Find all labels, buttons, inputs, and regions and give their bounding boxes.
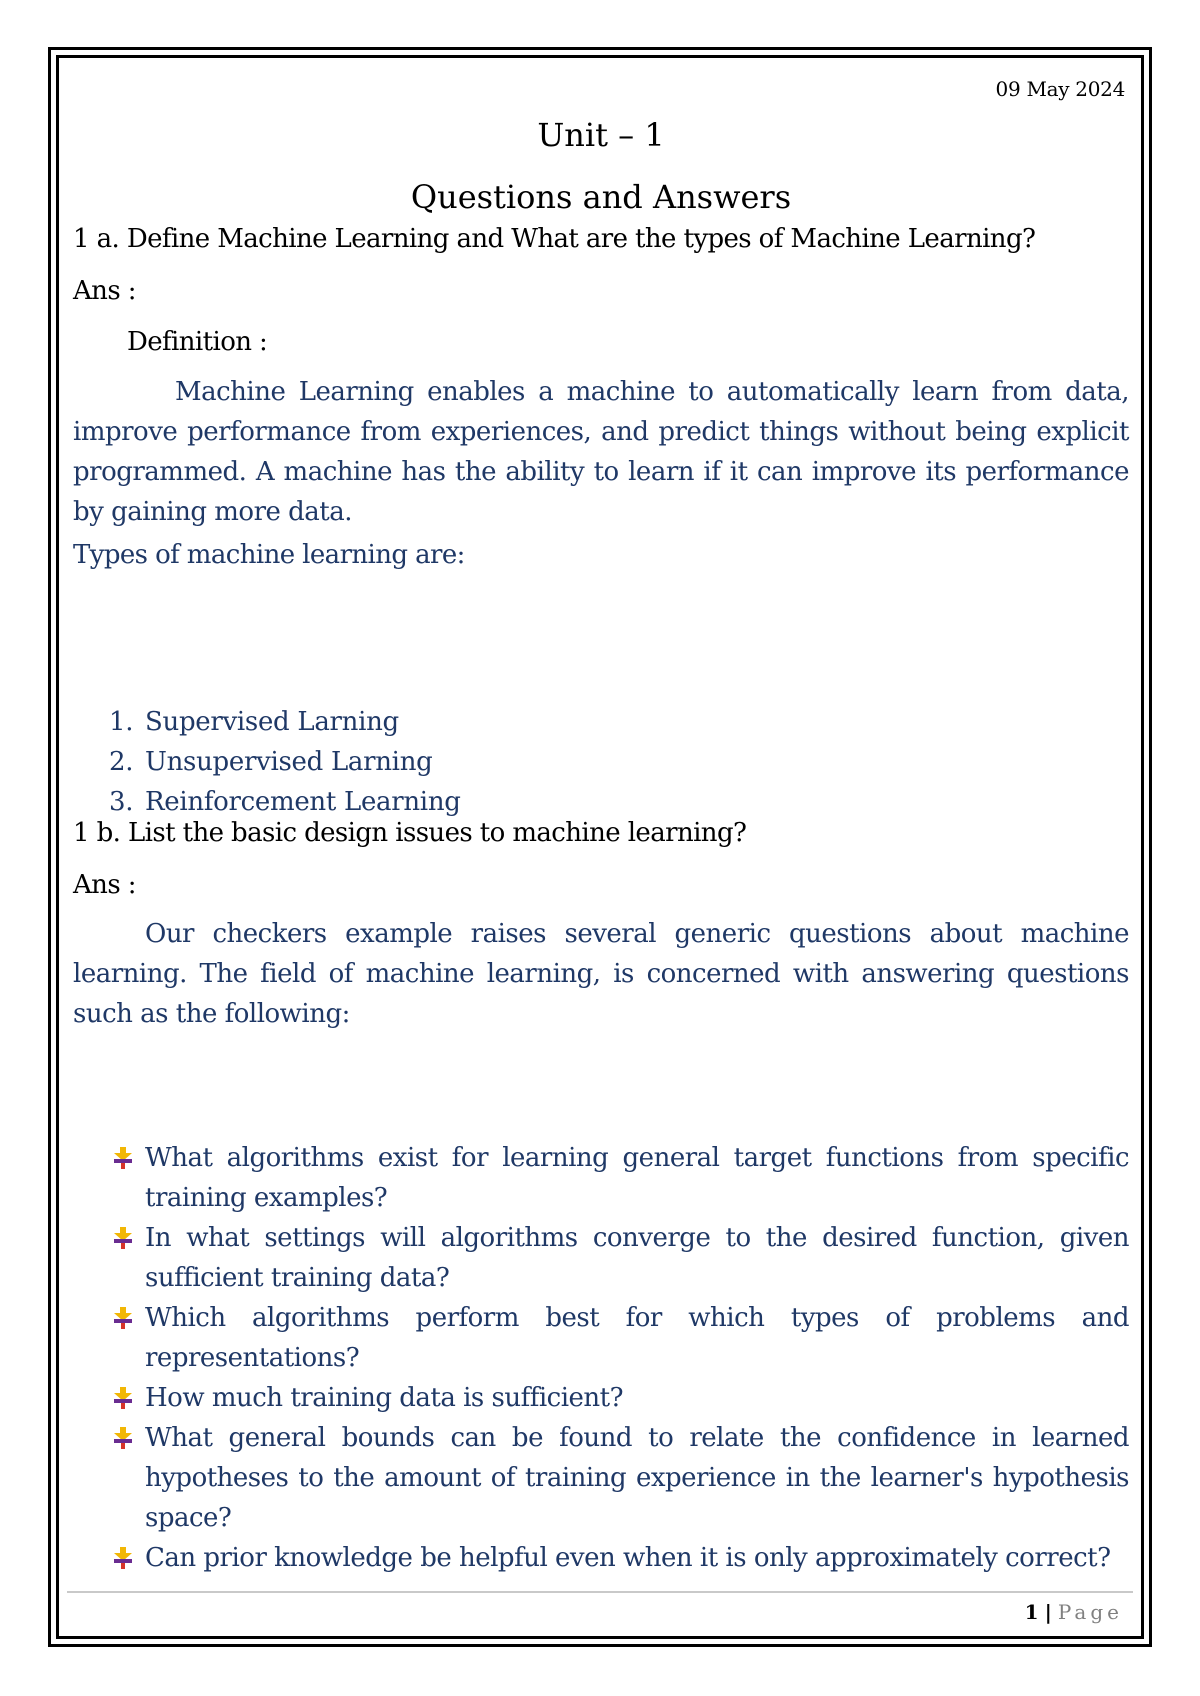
list-item: How much training data is sufficient? <box>111 1378 1129 1418</box>
answer-label-1a: Ans : <box>73 276 136 306</box>
question-1b: 1 b. List the basic design issues to machine learning? <box>73 818 747 848</box>
document-date: 09 May 2024 <box>995 77 1125 101</box>
unit-title: Unit – 1 <box>537 116 665 154</box>
arrow-bullet-icon <box>111 1306 135 1330</box>
list-item: What algorithms exist for learning general target functions from specific training examples? <box>111 1138 1129 1218</box>
arrow-bullet-icon <box>111 1226 135 1250</box>
design-issues-list <box>111 1138 1129 1578</box>
answer-label-1b: Ans : <box>73 870 136 900</box>
arrow-bullet-icon <box>111 1426 135 1450</box>
page-footer <box>1025 1600 1123 1624</box>
page-word: Page <box>1057 1600 1123 1624</box>
definition-label: Definition : <box>127 327 268 357</box>
list-item: 2. Unsupervised Larning <box>109 747 433 777</box>
arrow-bullet-icon <box>111 1546 135 1570</box>
types-heading: Types of machine learning are: <box>73 540 465 570</box>
footer-separator: | <box>1044 1600 1052 1624</box>
list-item: 1. Supervised Larning <box>109 707 399 737</box>
page-number: 1 <box>1024 1600 1039 1624</box>
footer-divider <box>67 1591 1133 1593</box>
arrow-bullet-icon <box>111 1146 135 1170</box>
definition-paragraph: Machine Learning enables a machine to automatically learn from data, improve performance from experiences, and predict things without being explicit programmed. A machine has the ability to learn if it can improve its performance by gaining more data. <box>73 377 1129 527</box>
list-item: Which algorithms perform best for which types of problems and representations? <box>111 1298 1129 1378</box>
section-subtitle: Questions and Answers <box>410 178 792 216</box>
document-page <box>73 62 1129 1632</box>
question-1a: 1 a. Define Machine Learning and What are the types of Machine Learning? <box>73 224 1036 254</box>
arrow-bullet-icon <box>111 1386 135 1410</box>
list-item: 3. Reinforcement Learning <box>109 787 461 817</box>
list-item: In what settings will algorithms converge to the desired function, given sufficient training data? <box>111 1218 1129 1298</box>
ml-types-list <box>109 702 461 822</box>
list-item: What general bounds can be found to relate the confidence in learned hypotheses to the amount of training experience in the learner's hypothesis space? <box>111 1418 1129 1538</box>
list-item: Can prior knowledge be helpful even when it is only approximately correct? <box>111 1538 1129 1578</box>
design-issues-intro: Our checkers example raises several generic questions about machine learning. The field of machine learning, is concerned with answering questions such as the following: <box>73 919 1129 1029</box>
